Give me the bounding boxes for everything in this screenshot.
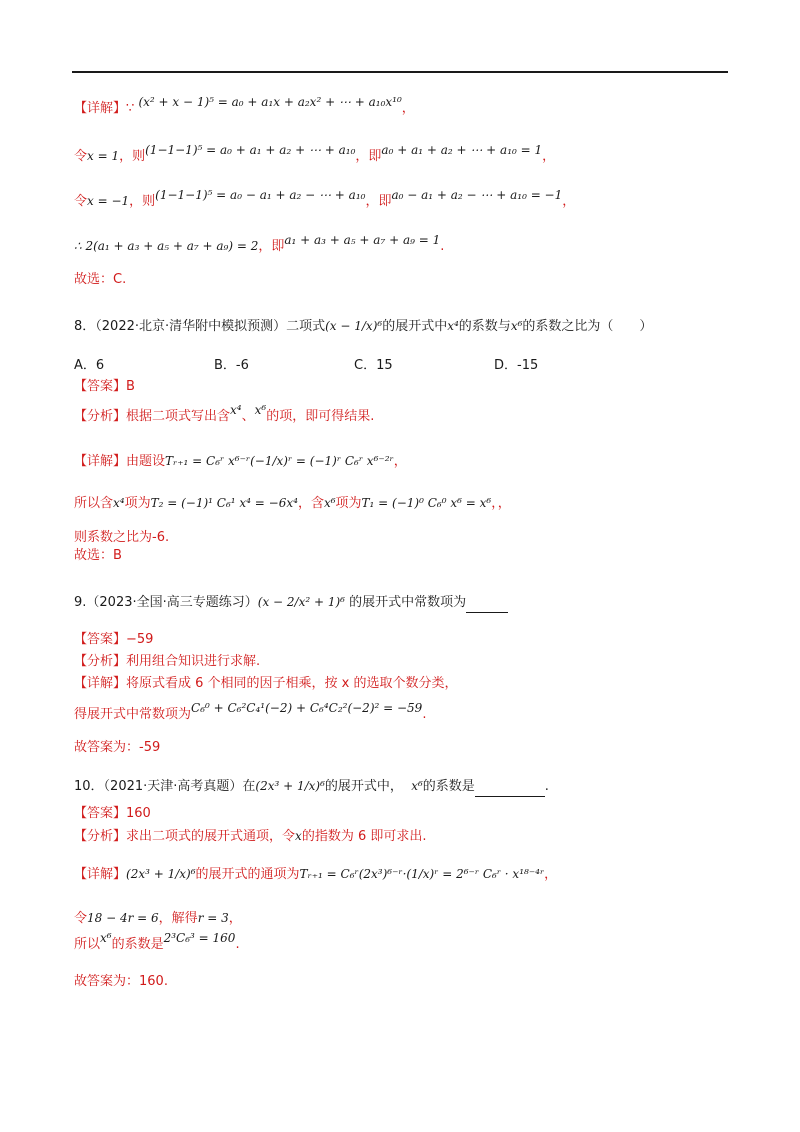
- q7-detail-line: [74, 95, 415, 119]
- text: 的项，即可得结果.: [266, 409, 375, 424]
- formula: x: [295, 829, 302, 843]
- formula: (1−1−1)⁵ = a₀ + a₁ + a₂ + ⋯ + a₁₀: [145, 143, 356, 157]
- text: ，即: [355, 149, 382, 164]
- text: 的展开式的通项为: [195, 867, 300, 882]
- punct: .: [422, 707, 427, 722]
- q8-answer: [74, 377, 135, 397]
- answer-blank: [466, 598, 508, 613]
- formula: Tᵣ₊₁ = C₆ʳ x⁶⁻ʳ(−1/x)ʳ = (−1)ʳ C₆ʳ x⁶⁻²ʳ: [165, 454, 394, 468]
- formula: ∴ 2(a₁ + a₃ + a₅ + a₇ + a₉) = 2: [74, 239, 259, 253]
- text: 由题设: [126, 454, 166, 469]
- text: 的系数是: [111, 937, 164, 952]
- formula: (1−1−1)⁵ = a₀ − a₁ + a₂ − ⋯ + a₁₀: [155, 188, 366, 202]
- text: 所以含: [74, 496, 114, 511]
- question-text: 的展开式中常数项为: [349, 595, 467, 610]
- option-a: A．6: [74, 358, 105, 373]
- formula: (x − 2/x² + 1)⁶: [257, 595, 345, 609]
- q9-answer: [74, 630, 153, 650]
- q7-choose: 故选：C.: [74, 272, 127, 287]
- formula: x⁴: [230, 403, 242, 417]
- formula: (2x³ + 1/x)⁶: [255, 779, 325, 793]
- answer-tag: 【答案】: [74, 632, 127, 647]
- punct: .: [544, 779, 549, 794]
- question-text: 的系数与: [458, 319, 511, 334]
- formula: x⁴: [113, 496, 125, 510]
- formula: x⁶: [100, 931, 112, 945]
- q10-stem: [74, 776, 549, 797]
- text: ，含: [297, 496, 324, 511]
- punct: ，: [393, 454, 407, 469]
- answer-tag: 【答案】: [74, 806, 127, 821]
- q10-analysis: [74, 826, 426, 847]
- punct: .: [235, 937, 240, 952]
- text: 、: [241, 409, 255, 424]
- analysis-tag: 【分析】: [74, 829, 127, 844]
- formula: T₁ = (−1)⁰ C₆⁰ x⁶ = x⁶: [361, 496, 492, 510]
- punct: ，: [542, 149, 556, 164]
- text: 令: [74, 911, 88, 926]
- q9-final: 故答案为：-59: [74, 740, 161, 755]
- q10-coefficient: [74, 931, 240, 955]
- text: 根据二项式写出含: [126, 409, 231, 424]
- option-c: C．15: [354, 358, 393, 373]
- q7-line-xneg1: [74, 188, 576, 212]
- formula: a₀ − a₁ + a₂ − ⋯ + a₁₀ = −1: [391, 188, 563, 202]
- text: 利用组合知识进行求解.: [126, 654, 261, 669]
- punct: ，: [401, 101, 415, 116]
- q10-detail: [74, 864, 557, 885]
- text: 项为: [335, 496, 362, 511]
- question-text: 8．（2022·北京·清华附中模拟预测）二项式: [74, 319, 326, 334]
- formula: a₀ + a₁ + a₂ + ⋯ + a₁₀ = 1: [381, 143, 543, 157]
- answer-value: 160: [126, 806, 151, 821]
- formula: x⁴: [447, 319, 459, 333]
- because-symbol: ∵: [126, 101, 135, 116]
- formula: Tᵣ₊₁ = C₆ʳ(2x³)⁶⁻ʳ·(1/x)ʳ = 2⁶⁻ʳ C₆ʳ · x¹⁸⁻⁴ʳ: [299, 867, 545, 881]
- q9-constant: [74, 701, 427, 725]
- answer-value: B: [126, 379, 135, 394]
- text: ，则: [129, 194, 156, 209]
- q8-terms: [74, 493, 511, 514]
- q10-solve: [74, 908, 242, 929]
- option-d: D．-15: [494, 358, 539, 373]
- formula: x⁶: [510, 319, 523, 333]
- option-b: B．-6: [214, 358, 249, 373]
- text: 得展开式中常数项为: [74, 707, 192, 722]
- formula: x⁶: [323, 496, 336, 510]
- question-text: 的系数是: [422, 779, 475, 794]
- analysis-tag: 【分析】: [74, 409, 127, 424]
- analysis-tag: 【分析】: [74, 654, 127, 669]
- formula: x = 1: [87, 149, 120, 163]
- q10-answer: [74, 804, 151, 824]
- punct: ，: [228, 911, 242, 926]
- question-text: 的展开式中，: [324, 779, 403, 794]
- punct: .: [440, 239, 445, 254]
- text: 项为: [124, 496, 151, 511]
- formula: x⁶: [254, 403, 267, 417]
- question-text: 的系数之比为（ ）: [522, 319, 653, 334]
- formula: x⁶: [411, 779, 423, 793]
- q8-analysis: [74, 403, 375, 427]
- header-rule: [72, 71, 728, 73]
- answer-tag: 【答案】: [74, 379, 127, 394]
- formula: a₁ + a₃ + a₅ + a₇ + a₉ = 1: [284, 233, 441, 247]
- text: 将原式看成 6 个相同的因子相乘，按 x 的选取个数分类，: [126, 676, 458, 691]
- formula: T₂ = (−1)¹ C₆¹ x⁴ = −6x⁴: [150, 496, 298, 510]
- text: 所以: [74, 937, 101, 952]
- q9-detail: [74, 674, 458, 694]
- question-text: 10．（2021·天津·高考真题）在: [74, 779, 256, 794]
- punct: ，，: [491, 496, 511, 511]
- q7-line-x1: [74, 143, 556, 167]
- text: ，则: [119, 149, 146, 164]
- formula: C₆⁰ + C₆²C₄¹(−2) + C₆⁴C₂²(−2)² = −59: [191, 701, 423, 715]
- answer-value: −59: [126, 632, 154, 647]
- q8-detail: [74, 451, 407, 472]
- formula: 2³C₆³ = 160: [163, 931, 236, 945]
- question-text: 的展开式中: [382, 319, 448, 334]
- formula: (2x³ + 1/x)⁶: [126, 867, 196, 881]
- q10-final: 故答案为：160.: [74, 974, 168, 989]
- text: ，即: [365, 194, 392, 209]
- text: ，即: [258, 239, 285, 254]
- punct: ，: [544, 867, 558, 882]
- text: 求出二项式的展开式通项，令: [126, 829, 296, 844]
- q8-options: [74, 356, 634, 376]
- punct: ，: [562, 194, 576, 209]
- q9-stem: [74, 592, 508, 613]
- question-text: 9.（2023·全国·高三专题练习）: [74, 595, 258, 610]
- q7-line-sum: [74, 233, 445, 257]
- q9-analysis: [74, 652, 260, 672]
- detail-tag: 【详解】: [74, 454, 127, 469]
- text: 令: [74, 194, 88, 209]
- q7-expansion-formula: (x² + x − 1)⁵ = a₀ + a₁x + a₂x² + ⋯ + a₁₀x¹⁰: [138, 95, 402, 109]
- text: 令: [74, 149, 88, 164]
- formula: 18 − 4r = 6: [87, 911, 159, 925]
- detail-tag: 【详解】: [74, 867, 127, 882]
- q8-ratio: 则系数之比为-6.: [74, 530, 170, 545]
- q8-choose: 故选：B: [74, 548, 122, 563]
- answer-blank: [475, 782, 545, 797]
- text: ，解得: [158, 911, 198, 926]
- formula: (x − 1/x)⁶: [325, 319, 383, 333]
- text: 的指数为 6 即可求出.: [301, 829, 427, 844]
- formula: x = −1: [87, 194, 130, 208]
- detail-tag: 【详解】: [74, 101, 127, 116]
- formula: r = 3: [197, 911, 229, 925]
- q8-stem: [74, 316, 652, 337]
- detail-tag: 【详解】: [74, 676, 127, 691]
